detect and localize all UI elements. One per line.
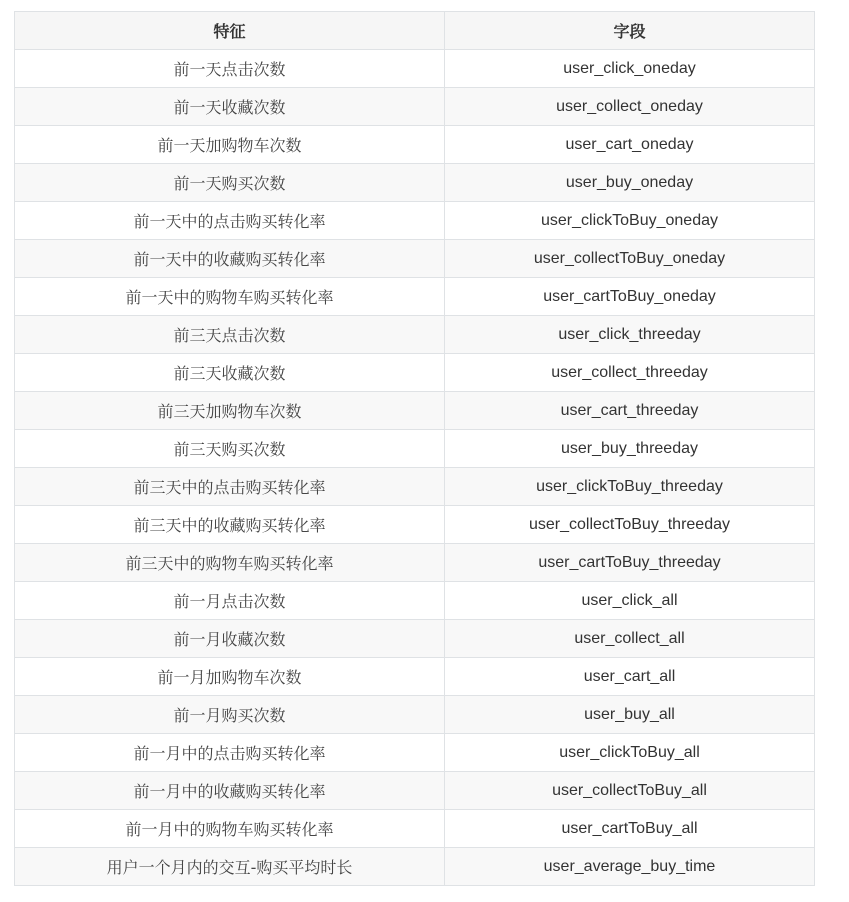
feature-cell: 前三天中的购物车购买转化率: [15, 544, 445, 582]
table-row: [15, 392, 815, 430]
field-cell: user_buy_threeday: [445, 430, 815, 468]
feature-cell: 前三天中的收藏购买转化率: [15, 506, 445, 544]
table-row: [15, 88, 815, 126]
field-cell: user_cart_threeday: [445, 392, 815, 430]
table-row: [15, 658, 815, 696]
table-row: [15, 202, 815, 240]
feature-cell: 前三天加购物车次数: [15, 392, 445, 430]
field-cell: user_cart_oneday: [445, 126, 815, 164]
field-cell: user_cartToBuy_all: [445, 810, 815, 848]
table-header: [15, 12, 815, 50]
table-body: [15, 50, 815, 886]
field-cell: user_average_buy_time: [445, 848, 815, 886]
column-header-field: 字段: [445, 12, 815, 50]
feature-cell: 前一天中的收藏购买转化率: [15, 240, 445, 278]
field-cell: user_cartToBuy_oneday: [445, 278, 815, 316]
field-cell: user_click_oneday: [445, 50, 815, 88]
feature-cell: 用户一个月内的交互-购买平均时长: [15, 848, 445, 886]
feature-cell: 前一天加购物车次数: [15, 126, 445, 164]
table-row: [15, 164, 815, 202]
field-cell: user_collectToBuy_threeday: [445, 506, 815, 544]
feature-cell: 前一天点击次数: [15, 50, 445, 88]
feature-cell: 前三天购买次数: [15, 430, 445, 468]
field-cell: user_clickToBuy_all: [445, 734, 815, 772]
field-cell: user_clickToBuy_oneday: [445, 202, 815, 240]
feature-cell: 前一月购买次数: [15, 696, 445, 734]
table-row: [15, 734, 815, 772]
table-row: [15, 240, 815, 278]
field-cell: user_click_threeday: [445, 316, 815, 354]
table-row: [15, 810, 815, 848]
feature-cell: 前一月中的购物车购买转化率: [15, 810, 445, 848]
feature-cell: 前一天购买次数: [15, 164, 445, 202]
field-cell: user_click_all: [445, 582, 815, 620]
field-cell: user_buy_oneday: [445, 164, 815, 202]
feature-cell: 前一天中的点击购买转化率: [15, 202, 445, 240]
field-cell: user_clickToBuy_threeday: [445, 468, 815, 506]
feature-cell: 前一月收藏次数: [15, 620, 445, 658]
feature-cell: 前三天收藏次数: [15, 354, 445, 392]
table-row: [15, 468, 815, 506]
table-row: [15, 278, 815, 316]
feature-cell: 前一天中的购物车购买转化率: [15, 278, 445, 316]
table-row: [15, 126, 815, 164]
table-row: [15, 772, 815, 810]
field-cell: user_buy_all: [445, 696, 815, 734]
field-cell: user_cart_all: [445, 658, 815, 696]
table-row: [15, 544, 815, 582]
field-cell: user_collectToBuy_all: [445, 772, 815, 810]
field-cell: user_collect_oneday: [445, 88, 815, 126]
table-row: [15, 848, 815, 886]
feature-cell: 前三天点击次数: [15, 316, 445, 354]
feature-cell: 前一月点击次数: [15, 582, 445, 620]
feature-cell: 前一月中的点击购买转化率: [15, 734, 445, 772]
table-row: [15, 620, 815, 658]
field-cell: user_collect_all: [445, 620, 815, 658]
feature-cell: 前一天收藏次数: [15, 88, 445, 126]
field-cell: user_collect_threeday: [445, 354, 815, 392]
table-row: [15, 354, 815, 392]
field-cell: user_collectToBuy_oneday: [445, 240, 815, 278]
table-row: [15, 696, 815, 734]
feature-field-table: [14, 11, 815, 886]
table-row: [15, 506, 815, 544]
table-row: [15, 430, 815, 468]
feature-cell: 前一月中的收藏购买转化率: [15, 772, 445, 810]
feature-cell: 前一月加购物车次数: [15, 658, 445, 696]
table-header-row: [15, 12, 815, 50]
column-header-feature: 特征: [15, 12, 445, 50]
field-cell: user_cartToBuy_threeday: [445, 544, 815, 582]
table-row: [15, 582, 815, 620]
table-row: [15, 50, 815, 88]
feature-cell: 前三天中的点击购买转化率: [15, 468, 445, 506]
table-row: [15, 316, 815, 354]
